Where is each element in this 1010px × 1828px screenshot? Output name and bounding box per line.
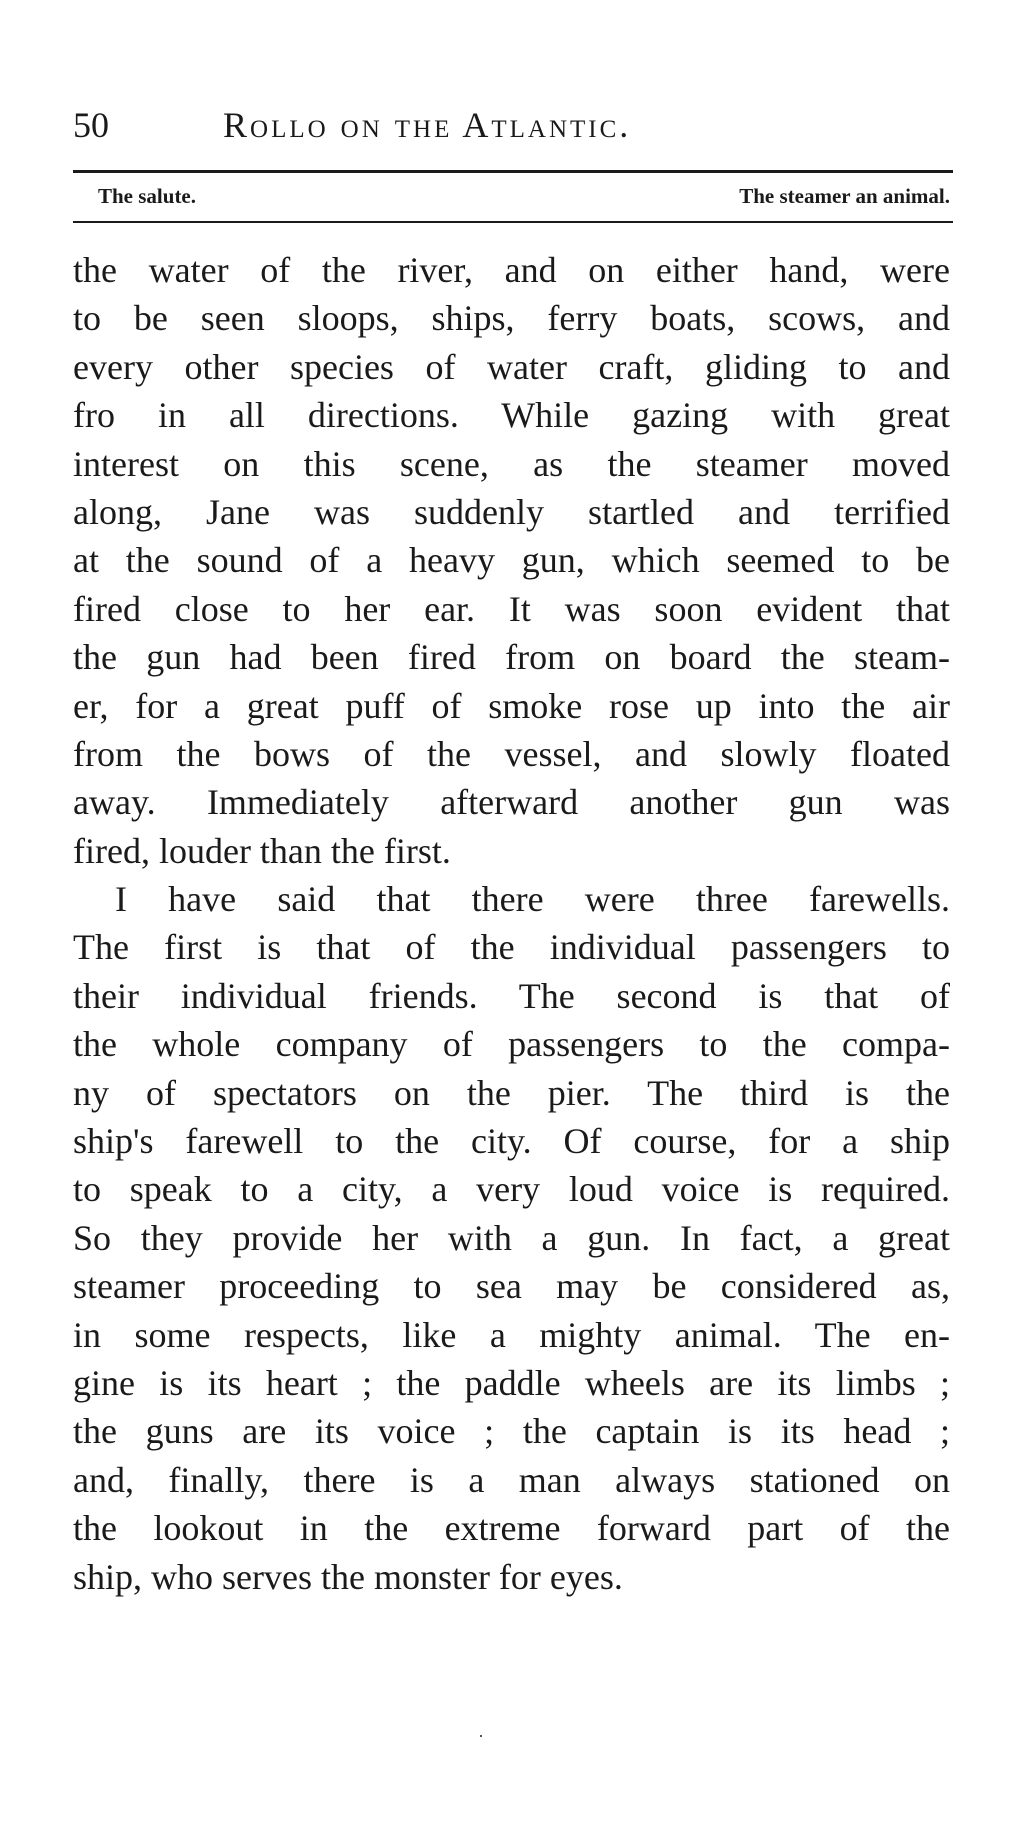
header-rule-bottom xyxy=(73,221,953,223)
page-number: 50 xyxy=(73,105,109,145)
text-line: fired, louder than the first. xyxy=(73,830,451,871)
text-line: ship's farewell to the city. Of course, for a ship xyxy=(73,1121,950,1162)
text-line: gine is its heart ; the paddle wheels are its limbs ; xyxy=(73,1362,950,1403)
text-line: the water of the river, and on either hand, were xyxy=(73,250,950,290)
text-line: the guns are its voice ; the captain is its head ; xyxy=(73,1411,950,1452)
text-line: steamer proceeding to sea may be considered as, xyxy=(73,1266,950,1307)
text-line: their individual friends. The second is that of xyxy=(73,975,950,1016)
text-line: every other species of water craft, gliding to and xyxy=(73,346,950,387)
subhead-left: The salute. xyxy=(98,184,197,208)
text-line: to speak to a city, a very loud voice is required. xyxy=(73,1169,950,1210)
text-line: ship, who serves the monster for eyes. xyxy=(73,1556,623,1597)
text-line: away. Immediately afterward another gun was xyxy=(73,782,950,823)
text-line: The first is that of the individual passengers to xyxy=(73,927,950,968)
text-line: ny of spectators on the pier. The third is the xyxy=(73,1072,950,1113)
text-line: and, finally, there is a man always stationed on xyxy=(73,1459,950,1500)
ink-speck xyxy=(480,1735,482,1737)
text-line: the whole company of passengers to the compa- xyxy=(73,1024,950,1065)
body-text xyxy=(73,246,950,1601)
header-rule-top xyxy=(73,170,953,173)
text-line: fired close to her ear. It was soon evident that xyxy=(73,588,950,629)
text-line: interest on this scene, as the steamer moved xyxy=(73,443,950,484)
text-line: the gun had been fired from on board the steam- xyxy=(73,637,950,678)
text-line: So they provide her with a gun. In fact, a great xyxy=(73,1217,950,1258)
text-line: along, Jane was suddenly startled and terrified xyxy=(73,491,950,532)
running-head xyxy=(73,100,953,150)
text-line: to be seen sloops, ships, ferry boats, scows, and xyxy=(73,298,950,339)
paragraph-1 xyxy=(73,246,950,875)
text-line: in some respects, like a mighty animal. The en- xyxy=(73,1314,950,1355)
text-line: er, for a great puff of smoke rose up into the air xyxy=(73,685,950,726)
text-line: at the sound of a heavy gun, which seemed to be xyxy=(73,540,950,581)
text-line: I have said that there were three farewells. xyxy=(115,879,950,920)
text-line: from the bows of the vessel, and slowly floated xyxy=(73,733,950,774)
paragraph-2 xyxy=(73,875,950,1601)
text-line: the lookout in the extreme forward part of the xyxy=(73,1508,950,1549)
book-title: Rollo on the Atlantic. xyxy=(223,105,632,145)
subhead-right: The steamer an animal. xyxy=(739,184,950,208)
text-line: fro in all directions. While gazing with great xyxy=(73,395,950,436)
